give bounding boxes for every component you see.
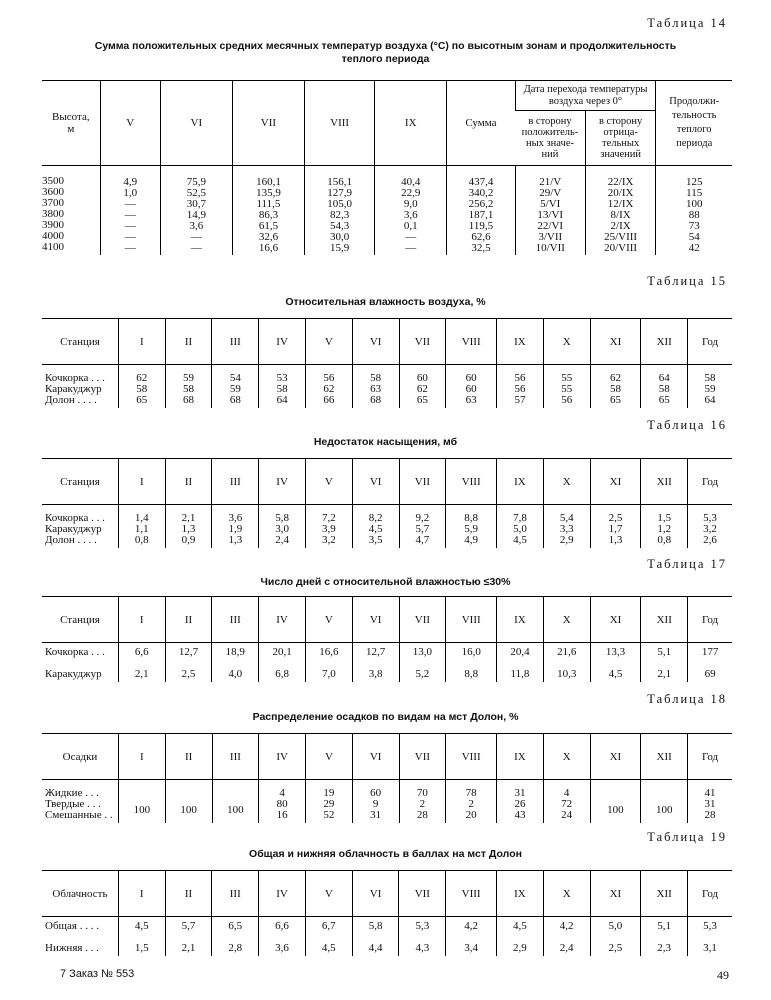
header-month: VI: [160, 81, 232, 166]
table-cell: 78 2 20: [446, 780, 497, 824]
table-cell: 58 63 68: [352, 365, 399, 409]
table-cell: 4,2 3,4: [446, 917, 497, 957]
table-15-label: Таблица 15: [647, 274, 727, 288]
header-month: VI: [352, 871, 399, 917]
header-sum: Сумма: [447, 81, 515, 166]
table-cell: 100: [118, 780, 165, 824]
table-cell: 3500 3600 3700 3800 3900 4000 4100: [42, 175, 64, 253]
table-18: [42, 733, 732, 823]
row-labels-cell: Кочкорка . . . Каракуджур Долон . . . .: [45, 372, 105, 406]
header-month: XII: [641, 459, 688, 505]
table-cell: 4 72 24: [543, 780, 590, 824]
table-cell: 16,6 7,0: [305, 643, 352, 683]
table-cell: 7,2 3,9 3,2: [305, 505, 352, 549]
header-month: III: [212, 734, 259, 780]
table-cell: 8,8 5,9 4,9: [446, 505, 497, 549]
header-month: Год: [688, 871, 732, 917]
table-17-label: Таблица 17: [647, 557, 727, 571]
header-station: Осадки: [42, 734, 118, 780]
table-cell: 4,2 2,4: [543, 917, 590, 957]
header-month: IX: [497, 597, 544, 643]
page-number: 49: [717, 968, 729, 982]
table-19-label: Таблица 19: [647, 830, 727, 844]
header-month: VI: [352, 597, 399, 643]
header-month: I: [118, 871, 165, 917]
table-cell: 437,4 340,2 256,2 187,1 119,5 62,6 32,5: [447, 166, 515, 256]
header-month: V: [305, 459, 352, 505]
footer-order: 7 Заказ № 553: [60, 968, 135, 980]
header-month: IV: [259, 319, 306, 365]
header-duration: Продолжи- тельность теплого периода: [656, 81, 732, 166]
table-cell: 4,5 1,5: [118, 917, 165, 957]
header-month: II: [165, 459, 212, 505]
table-cell: 13,0 5,2: [399, 643, 446, 683]
table-19-title: Общая и нижняя облачность в баллах на мст Долон: [249, 848, 522, 860]
row-labels-cell: Кочкорка . . . Каракуджур Долон . . . .: [45, 512, 105, 546]
table-cell: 20,1 6,8: [259, 643, 306, 683]
table-cell: 7,8 5,0 4,5: [497, 505, 544, 549]
header-month: II: [165, 871, 212, 917]
row-labels-cell: Кочкорка . . . Каракуджур: [45, 646, 105, 680]
header-month: V: [305, 871, 352, 917]
table-14-label: Таблица 14: [647, 16, 727, 30]
header-transition-date: Дата перехода температуры воздуха через 0°: [515, 81, 656, 111]
table-18-label: Таблица 18: [647, 692, 727, 706]
table-cell: 53 58 64: [259, 365, 306, 409]
table-16: [42, 458, 732, 548]
header-month: I: [118, 319, 165, 365]
table-cell: 22/IX 20/IX 12/IX 8/IX 2/IX 25/VIII 20/VIII: [585, 166, 656, 256]
table-cell: 41 31 28: [688, 780, 732, 824]
header-month: VIII: [446, 734, 497, 780]
table-cell: 12,7 2,5: [165, 643, 212, 683]
header-month: IV: [259, 459, 306, 505]
header-month: VI: [352, 319, 399, 365]
header-month: IV: [259, 597, 306, 643]
table-cell: 100: [590, 780, 641, 824]
header-month: VI: [352, 459, 399, 505]
table-cell: 60 62 65: [399, 365, 446, 409]
table-cell: 5,3 3,2 2,6: [688, 505, 732, 549]
header-month: XII: [641, 319, 688, 365]
table-cell: 56 56 57: [497, 365, 544, 409]
header-negative: в сторону отрица- тельных значений: [585, 111, 656, 166]
table-cell: 5,3 4,3: [399, 917, 446, 957]
header-station: Станция: [42, 319, 118, 365]
header-month: V: [305, 597, 352, 643]
table-cell: 21/V 29/V 5/VI 13/VI 22/VI 3/VII 10/VII: [515, 166, 585, 256]
table-15: [42, 318, 732, 408]
header-month: VIII: [446, 597, 497, 643]
header-month: VII: [399, 319, 446, 365]
table-16-title: Недостаток насыщения, мб: [313, 436, 458, 448]
table-17: [42, 596, 732, 682]
header-month: XI: [590, 734, 641, 780]
table-cell: 1,5 1,2 0,8: [641, 505, 688, 549]
table-cell: 40,4 22,9 9,0 3,6 0,1 — —: [375, 166, 447, 256]
table-cell: 5,0 2,5: [590, 917, 641, 957]
header-month: X: [543, 734, 590, 780]
table-cell: 1,4 1,1 0,8: [118, 505, 165, 549]
header-month: IX: [375, 81, 447, 166]
header-month: VIII: [446, 871, 497, 917]
header-month: VII: [232, 81, 304, 166]
table-cell: 3,6 1,9 1,3: [212, 505, 259, 549]
table-cell: 160,1 135,9 111,5 86,3 61,5 32,6 16,6: [232, 166, 304, 256]
header-month: I: [118, 734, 165, 780]
table-cell: 5,8 4,4: [352, 917, 399, 957]
table-cell: 59 58 68: [165, 365, 212, 409]
table-cell: 5,7 2,1: [165, 917, 212, 957]
header-month: VII: [399, 871, 446, 917]
table-cell: 64 58 65: [641, 365, 688, 409]
header-month: V: [100, 81, 160, 166]
header-month: II: [165, 734, 212, 780]
header-month: VII: [399, 597, 446, 643]
table-cell: 5,8 3,0 2,4: [259, 505, 306, 549]
row-labels-cell: Общая . . . . Нижняя . . .: [45, 920, 99, 954]
header-month: Год: [688, 459, 732, 505]
header-month: VIII: [446, 459, 497, 505]
header-month: Год: [688, 319, 732, 365]
header-month: III: [212, 459, 259, 505]
header-month: Год: [688, 597, 732, 643]
table-cell: 60 9 31: [352, 780, 399, 824]
table-cell: 12,7 3,8: [352, 643, 399, 683]
header-station: Станция: [42, 459, 118, 505]
header-month: I: [118, 597, 165, 643]
table-cell: 75,9 52,5 30,7 14,9 3,6 — —: [160, 166, 232, 256]
table-19: [42, 870, 732, 956]
header-month: VII: [399, 459, 446, 505]
table-cell: 20,4 11,8: [497, 643, 544, 683]
header-month: IX: [497, 871, 544, 917]
header-month: XII: [641, 871, 688, 917]
table-cell: 4,5 2,9: [497, 917, 544, 957]
header-month: V: [306, 734, 353, 780]
table-cell: 62 58 65: [118, 365, 165, 409]
header-month: XI: [590, 597, 641, 643]
header-station: Станция: [42, 597, 118, 643]
header-month: IV: [259, 734, 306, 780]
table-14: [42, 80, 732, 255]
table-18-title: Распределение осадков по видам на мст Долон, %: [252, 711, 519, 723]
table-cell: 100: [165, 780, 212, 824]
header-positive: в сторону положитель- ных значе- ний: [515, 111, 585, 166]
table-cell: 9,2 5,7 4,7: [399, 505, 446, 549]
table-cell: 100: [641, 780, 688, 824]
header-month: IX: [497, 319, 544, 365]
header-month: VI: [352, 734, 399, 780]
table-cell: 2,1 1,3 0,9: [165, 505, 212, 549]
table-cell: 125 115 100 88 73 54 42: [656, 166, 732, 256]
header-station: Облачность: [42, 871, 118, 917]
table-cell: 5,1 2,3: [641, 917, 688, 957]
table-cell: 6,7 4,5: [305, 917, 352, 957]
header-month: X: [543, 597, 590, 643]
header-month: III: [212, 319, 259, 365]
table-cell: 58 59 64: [688, 365, 732, 409]
header-month: XI: [590, 871, 641, 917]
table-cell: 8,2 4,5 3,5: [352, 505, 399, 549]
header-month: II: [165, 319, 212, 365]
table-cell: 5,1 2,1: [641, 643, 688, 683]
header-month: VIII: [446, 319, 497, 365]
header-month: X: [543, 871, 590, 917]
header-month: VIII: [305, 81, 375, 166]
table-cell: 21,6 10,3: [543, 643, 590, 683]
header-month: XI: [590, 319, 641, 365]
table-14-title: Сумма положительных средних месячных температур воздуха (°С) по высотным зонам и продолжительность теплого периода: [94, 40, 677, 65]
header-month: III: [212, 597, 259, 643]
header-month: XII: [641, 597, 688, 643]
table-cell: 60 60 63: [446, 365, 497, 409]
table-cell: 54 59 68: [212, 365, 259, 409]
header-month: IX: [497, 459, 544, 505]
table-cell: 18,9 4,0: [212, 643, 259, 683]
header-month: II: [165, 597, 212, 643]
table-cell: 56 62 66: [305, 365, 352, 409]
header-month: VII: [399, 734, 446, 780]
table-cell: 13,3 4,5: [590, 643, 641, 683]
table-cell: 5,3 3,1: [688, 917, 732, 957]
table-cell: 6,5 2,8: [212, 917, 259, 957]
header-month: IX: [497, 734, 544, 780]
header-month: X: [543, 319, 590, 365]
table-cell: 19 29 52: [306, 780, 353, 824]
table-cell: 4,9 1,0 — — — — —: [100, 166, 160, 256]
header-height: Высота, м: [42, 81, 100, 166]
table-cell: 31 26 43: [497, 780, 544, 824]
table-cell: 156,1 127,9 105,0 82,3 54,3 30,0 15,9: [305, 166, 375, 256]
header-month: XI: [590, 459, 641, 505]
table-cell: 100: [212, 780, 259, 824]
table-15-title: Относительная влажность воздуха, %: [285, 296, 486, 308]
header-month: X: [543, 459, 590, 505]
header-month: IV: [259, 871, 306, 917]
header-month: Год: [688, 734, 732, 780]
table-cell: 5,4 3,3 2,9: [543, 505, 590, 549]
table-cell: 6,6 3,6: [259, 917, 306, 957]
header-month: XII: [641, 734, 688, 780]
table-cell: 177 69: [688, 643, 732, 683]
header-month: III: [212, 871, 259, 917]
table-cell: 16,0 8,8: [446, 643, 497, 683]
table-cell: 6,6 2,1: [118, 643, 165, 683]
row-labels-cell: Жидкие . . . Твердые . . . Смешанные . .: [45, 787, 113, 821]
table-cell: 70 2 28: [399, 780, 446, 824]
table-cell: 4 80 16: [259, 780, 306, 824]
table-cell: 55 55 56: [543, 365, 590, 409]
table-17-title: Число дней с относительной влажностью ≤30%: [260, 576, 511, 588]
table-cell: 2,5 1,7 1,3: [590, 505, 641, 549]
table-cell: 62 58 65: [590, 365, 641, 409]
header-month: I: [118, 459, 165, 505]
header-month: V: [305, 319, 352, 365]
table-16-label: Таблица 16: [647, 418, 727, 432]
